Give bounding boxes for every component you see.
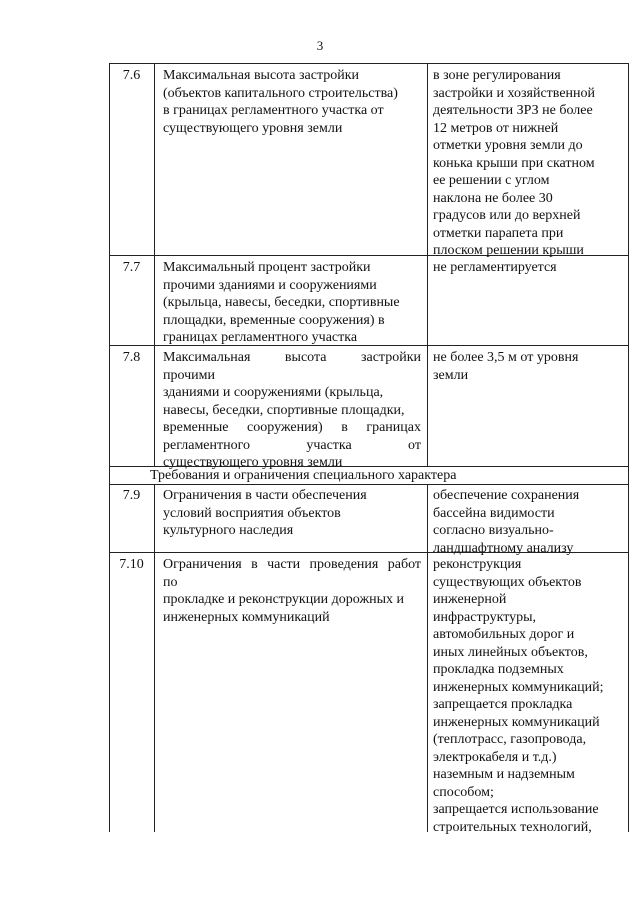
parameter-cell: Максимальная высота застройки прочими зданиями и сооружениями (крыльца, навесы, беседки, спортивные площадки, временные сооружения) в границах регламентного участка от существующего уровня земли	[163, 350, 421, 470]
row-number: 7.9	[122, 488, 141, 503]
row-divider	[109, 484, 629, 485]
row-number: 7.6	[122, 68, 141, 83]
value-cell: реконструкция существующих объектов инженерной инфраструктуры, автомобильных дорог и иных линейных объектов, прокладка подземных инженерных коммуникаций; запрещается прокладка инженерных коммуникаций (теплотрасс, газопровода, электрокабеля и т.д.) наземным и надземным способом; запрещается использование строительных технологий,	[433, 557, 604, 835]
parameter-cell: Ограничения в части проведения работ по прокладке и реконструкции дорожных и инженерных коммуникаций	[163, 557, 421, 625]
table-divider-col2	[427, 63, 428, 466]
row-number: 7.10	[119, 557, 144, 572]
table-border-left	[109, 63, 110, 832]
table-border-right	[628, 63, 629, 832]
table-divider-col2	[427, 484, 428, 832]
section-heading: Требования и ограничения специального характера	[150, 468, 457, 483]
parameter-cell: Ограничения в части обеспечения условий восприятия объектов культурного наследия	[163, 488, 367, 538]
table-divider-col1	[154, 484, 155, 832]
parameter-cell: Максимальная высота застройки (объектов капитального строительства) в границах регламентного участка от существующего уровня земли	[163, 68, 398, 136]
row-number: 7.8	[122, 350, 141, 365]
table-divider-col1	[154, 63, 155, 466]
page-number: 3	[316, 38, 324, 53]
value-cell: обеспечение сохранения бассейна видимости согласно визуально- ландшафтному анализу	[433, 488, 580, 556]
value-cell: не более 3,5 м от уровня земли	[433, 350, 579, 383]
value-cell: не регламентируется	[433, 260, 557, 275]
value-cell: в зоне регулирования застройки и хозяйственной деятельности ЗРЗ не более 12 метров от нижней отметки уровня земли до конька крыши при скатном ее решении с углом наклона не более 30 градусов или до верхней отметки парапета при плоском решении крыши	[433, 68, 596, 258]
parameter-cell: Максимальный процент застройки прочими зданиями и сооружениями (крыльца, навесы, беседки, спортивные площадки, временные сооружения) в границах регламентного участка	[163, 260, 400, 345]
table-border-top	[109, 63, 629, 64]
row-number: 7.7	[122, 260, 141, 275]
